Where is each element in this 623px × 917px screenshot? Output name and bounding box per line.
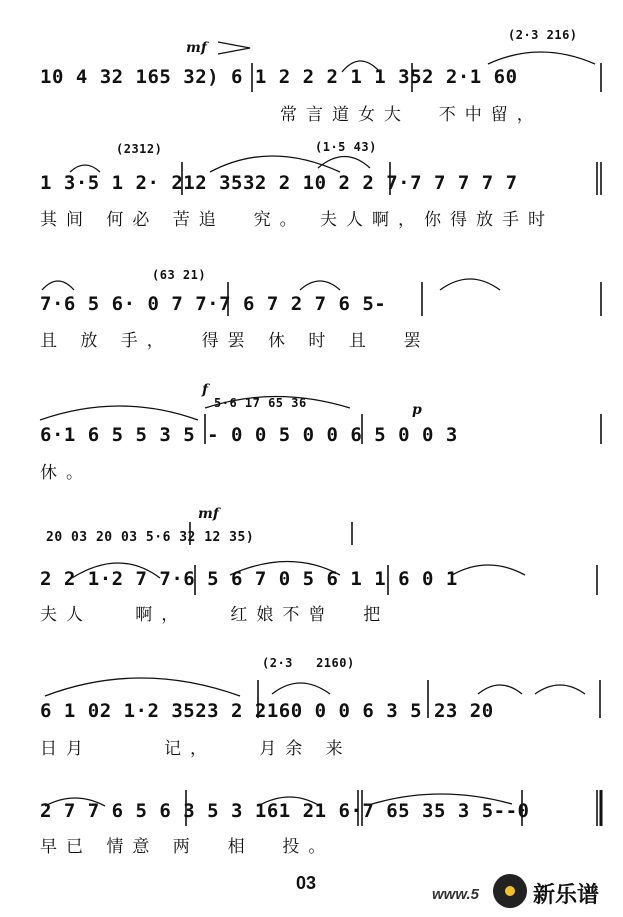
lyric-line: 日月 记， 月余 来 xyxy=(40,739,352,759)
upper-notation-line: 20 03 20 03 5·6 32 12 35) xyxy=(46,530,255,545)
lyric-line: 休。 xyxy=(40,463,92,483)
slur xyxy=(535,685,585,694)
slur xyxy=(488,52,595,64)
notation-line: 7·6 5 6· 0 7 7·7 6 7 2 7 6 5- xyxy=(40,293,387,315)
lyric-line: 夫人 啊， 红娘不曾 把 xyxy=(40,605,390,625)
slur xyxy=(300,281,340,290)
slur xyxy=(45,678,240,696)
logo-text: 新乐谱 xyxy=(533,883,600,908)
slur xyxy=(210,156,340,172)
notation-line: 6·1 6 5 5 3 5 - 0 0 5 0 0 6 5 0 0 3 xyxy=(40,424,458,446)
grace-notes: (63 21) xyxy=(152,268,207,282)
watermark-url: www.5 xyxy=(432,886,479,903)
slur xyxy=(478,685,522,694)
notation-line: 10 4 32 165 32) 6 1 2 2 2 1 1 352 2·1 60 xyxy=(40,66,518,88)
dynamic-marking: p xyxy=(412,402,422,418)
page-number: 03 xyxy=(296,873,317,893)
slur xyxy=(452,565,525,575)
lyric-line: 且 放 手， 得罢 休 时 且 罢 xyxy=(40,331,430,351)
slur xyxy=(272,683,330,694)
grace-notes: (1·5 43) xyxy=(315,140,377,154)
grace-notes: (2312) xyxy=(116,142,163,156)
notation-line: 1 3·5 1 2· 212 3532 2 10 2 2 7·7 7 7 7 7 xyxy=(40,172,518,194)
grace-notes: 5·6 17 65 36 xyxy=(214,396,307,410)
dynamic-marking: f xyxy=(202,382,209,398)
slur xyxy=(40,406,198,420)
dynamic-marking: mf xyxy=(198,506,219,522)
slur xyxy=(42,281,74,290)
lyric-line: 早已 情意 两 相 投。 xyxy=(40,837,335,857)
notation-line: 2 7 7 6 5 6 3 5 3 161 21 6·7 65 35 3 5--0 xyxy=(40,800,530,822)
record-disc-icon xyxy=(493,874,527,908)
lyric-line: 常言道女大 不中留， xyxy=(280,105,543,125)
lyric-line: 其间 何必 苦追 究。 夫人啊，你得放手时 xyxy=(40,210,555,230)
slur xyxy=(70,165,100,172)
site-logo xyxy=(489,870,621,914)
grace-notes: (2·3 2160) xyxy=(262,656,355,670)
notation-line: 6 1 02 1·2 3523 2 2160 0 0 6 3 5 23 20 xyxy=(40,700,494,722)
grace-notes: (2·3 216) xyxy=(508,28,578,42)
notation-line: 2 2 1·2 7 7·6 5 6 7 0 5 6 1 1 6 0 1 xyxy=(40,568,458,590)
dynamic-marking: mf xyxy=(186,40,207,56)
dynamic-hairpin xyxy=(218,42,250,54)
slur xyxy=(440,279,500,290)
